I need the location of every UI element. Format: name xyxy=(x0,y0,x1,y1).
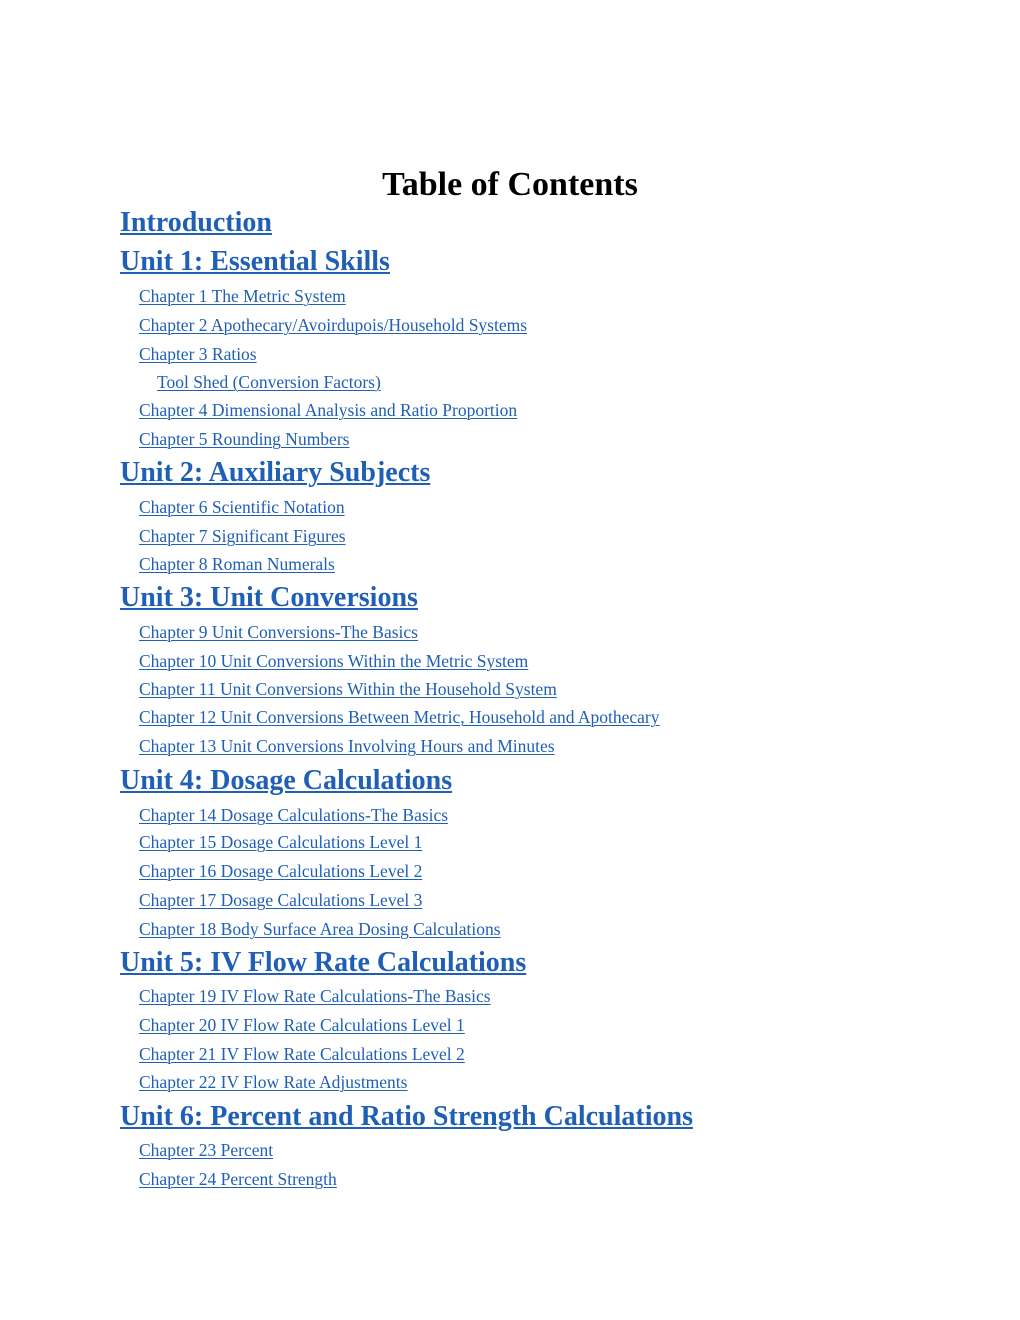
toc-entry-chapter[interactable]: Chapter 9 Unit Conversions-The Basics xyxy=(139,622,418,642)
toc-entry-chapter[interactable]: Chapter 7 Significant Figures xyxy=(139,526,346,546)
toc-entry-chapter[interactable]: Chapter 21 IV Flow Rate Calculations Level 2 xyxy=(139,1044,465,1064)
toc-entry-unit[interactable]: Unit 3: Unit Conversions xyxy=(120,582,418,613)
toc-entry-chapter[interactable]: Chapter 4 Dimensional Analysis and Ratio Proportion xyxy=(139,400,518,420)
toc-entry-chapter[interactable]: Chapter 22 IV Flow Rate Adjustments xyxy=(139,1072,408,1092)
toc-entry-sub[interactable]: Tool Shed (Conversion Factors) xyxy=(157,372,381,392)
toc-entry-unit[interactable]: Unit 1: Essential Skills xyxy=(120,246,390,277)
toc-entry-chapter[interactable]: Chapter 13 Unit Conversions Involving Hours and Minutes xyxy=(139,736,555,756)
toc-entry-chapter[interactable]: Chapter 17 Dosage Calculations Level 3 xyxy=(139,890,423,910)
toc-entry-chapter[interactable]: Chapter 20 IV Flow Rate Calculations Level 1 xyxy=(139,1015,465,1035)
toc-entry-chapter[interactable]: Chapter 14 Dosage Calculations-The Basics xyxy=(139,805,449,825)
toc-entry-chapter[interactable]: Chapter 16 Dosage Calculations Level 2 xyxy=(139,861,423,881)
toc-entry-chapter[interactable]: Chapter 11 Unit Conversions Within the Household System xyxy=(139,679,557,699)
toc-entry-unit[interactable]: Unit 4: Dosage Calculations xyxy=(120,765,453,796)
toc-entry-chapter[interactable]: Chapter 2 Apothecary/Avoirdupois/Household Systems xyxy=(139,315,528,335)
toc-entry-unit[interactable]: Unit 2: Auxiliary Subjects xyxy=(120,457,431,488)
toc-entry-chapter[interactable]: Chapter 12 Unit Conversions Between Metric, Household and Apothecary xyxy=(139,707,660,727)
toc-entry-chapter[interactable]: Chapter 18 Body Surface Area Dosing Calculations xyxy=(139,919,501,939)
toc-entry-chapter[interactable]: Chapter 5 Rounding Numbers xyxy=(139,429,350,449)
toc-entry-unit[interactable]: Unit 5: IV Flow Rate Calculations xyxy=(120,947,527,978)
toc-entry-chapter[interactable]: Chapter 3 Ratios xyxy=(139,344,257,364)
toc-entry-chapter[interactable]: Chapter 24 Percent Strength xyxy=(139,1169,337,1189)
toc-entry-chapter[interactable]: Chapter 15 Dosage Calculations Level 1 xyxy=(139,832,423,852)
toc-entry-chapter[interactable]: Chapter 6 Scientific Notation xyxy=(139,497,345,517)
page-title: Table of Contents xyxy=(382,166,638,203)
toc-entry-chapter[interactable]: Chapter 1 The Metric System xyxy=(139,286,346,306)
toc-entry-chapter[interactable]: Chapter 10 Unit Conversions Within the Metric System xyxy=(139,651,529,671)
toc-entry-unit[interactable]: Unit 6: Percent and Ratio Strength Calculations xyxy=(120,1101,693,1132)
toc-entry-chapter[interactable]: Chapter 23 Percent xyxy=(139,1140,274,1160)
toc-entry-chapter[interactable]: Chapter 8 Roman Numerals xyxy=(139,554,335,574)
toc-entry-chapter[interactable]: Chapter 19 IV Flow Rate Calculations-The Basics xyxy=(139,986,491,1006)
toc-entry-unit[interactable]: Introduction xyxy=(120,207,272,238)
